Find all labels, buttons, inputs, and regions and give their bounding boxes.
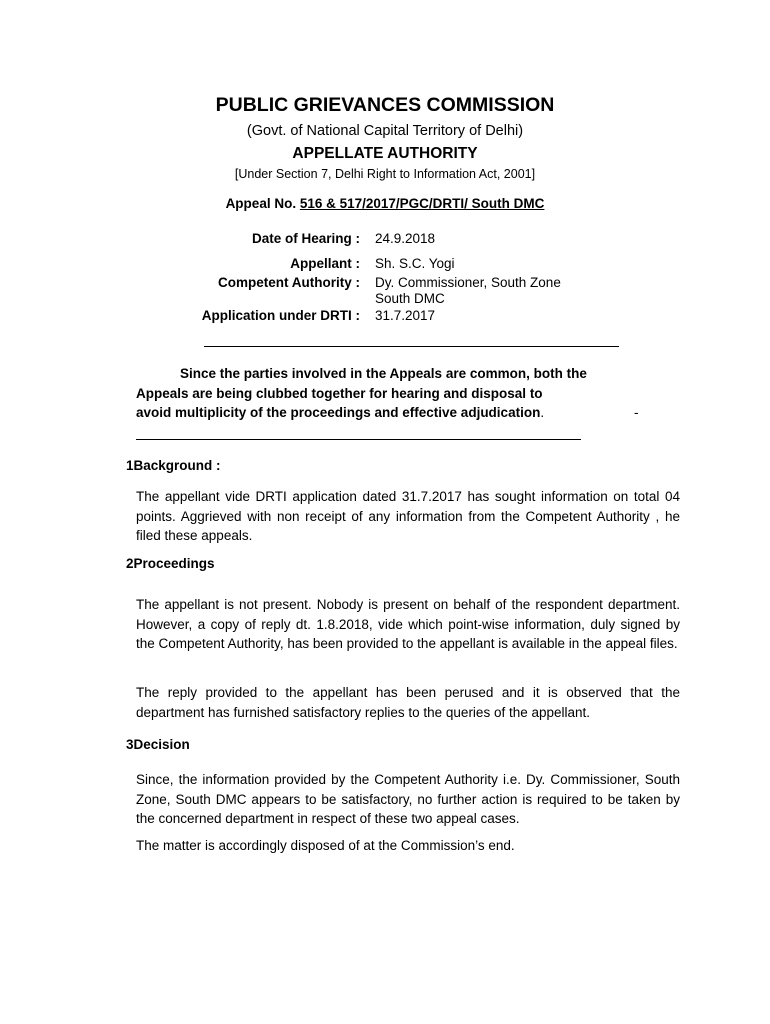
decision-text-1: Since, the information provided by the Competent Authority i.e. Dy. Commissioner, South Zone, South DMC appears to be satisfactory, no further action is required to be taken by the concerned department in respect of these two appeal cases. — [136, 772, 680, 826]
hearing-label: Date of Hearing : — [251, 231, 360, 246]
appeal-number: 516 & 517/2017/PGC/DRTI/ South DMC — [299, 196, 545, 211]
appellant-label: Appellant : — [290, 256, 360, 271]
application-label: Application under DRTI : — [201, 308, 360, 323]
proceedings-heading: 2Proceedings — [126, 556, 215, 571]
note-line-3-text: avoid multiplicity of the proceedings and effective adjudication — [136, 405, 541, 420]
appellant-value: Sh. S.C. Yogi — [375, 256, 455, 271]
note-line-3 — [136, 405, 544, 420]
proceedings-text-2: The reply provided to the appellant has been perused and it is observed that the department has furnished satisfactory replies to the queries of the appellant. — [136, 685, 680, 720]
govt-subtitle: (Govt. of National Capital Territory of Delhi) — [246, 123, 524, 139]
note-dash: - — [634, 405, 639, 420]
divider-top — [204, 346, 619, 347]
note-line-2: Appeals are being clubbed together for hearing and disposal to — [136, 386, 543, 401]
competent-authority-value-2: South DMC — [375, 291, 445, 306]
appeal-prefix: Appeal No. — [225, 196, 297, 211]
act-section: [Under Section 7, Delhi Right to Information Act, 2001] — [234, 167, 536, 181]
note-line-3-period: . — [540, 405, 545, 420]
hearing-value: 24.9.2018 — [375, 231, 436, 246]
background-heading: 1Background : — [126, 458, 221, 473]
decision-text-2: The matter is accordingly disposed of at the Commission’s end. — [136, 838, 515, 853]
application-value: 31.7.2017 — [375, 308, 436, 323]
appeal-number-line — [0, 196, 770, 211]
note-line-1: Since the parties involved in the Appeals are common, both the — [180, 366, 587, 381]
competent-authority-value-1: Dy. Commissioner, South Zone — [375, 275, 561, 290]
decision-heading: 3Decision — [126, 737, 190, 752]
background-text: The appellant vide DRTI application dated 31.7.2017 has sought information on total 04 points. Aggrieved with non receipt of any information from the Competent Authority , he filed these appeals. — [136, 489, 680, 543]
divider-bottom — [136, 439, 581, 440]
commission-title: PUBLIC GRIEVANCES COMMISSION — [215, 94, 555, 116]
authority-title: APPELLATE AUTHORITY — [292, 145, 478, 162]
competent-authority-label: Competent Authority : — [218, 275, 360, 290]
proceedings-text-1: The appellant is not present. Nobody is present on behalf of the respondent department. However, a copy of reply dt. 1.8.2018, vide which point-wise information, duly signed by the Competent Authority, has been provided to the appellant is available in the appeal files. — [136, 597, 680, 651]
